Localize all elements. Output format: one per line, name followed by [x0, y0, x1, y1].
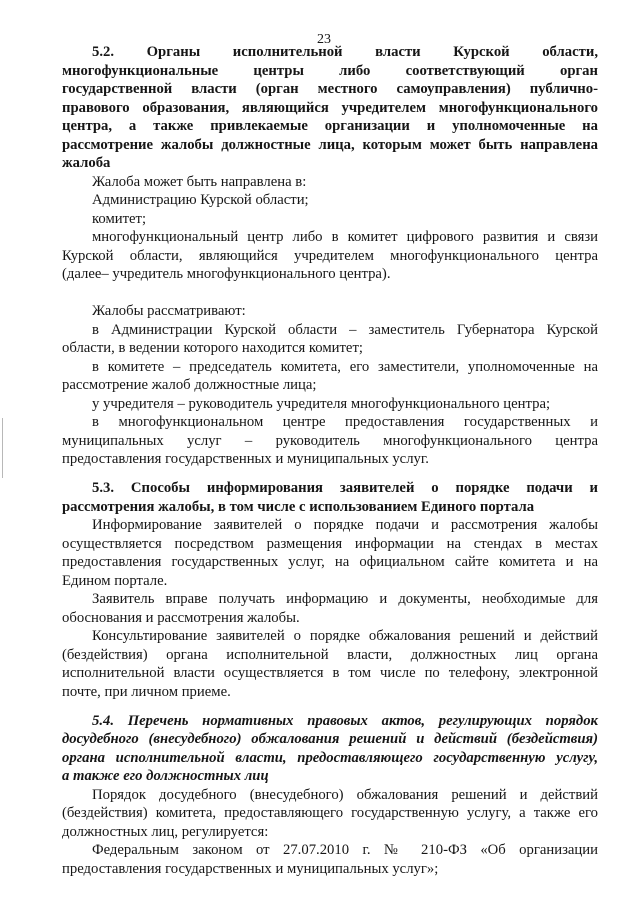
paragraph-line: Консультирование заявителей о порядке обжалования решений и действий	[92, 628, 598, 644]
paragraph-line: рассмотрение жалоб должностные лица;	[62, 377, 317, 393]
heading-line: рассмотрения жалобы, в том числе с использованием Единого портала	[62, 498, 535, 515]
paragraph	[62, 210, 598, 229]
section-5-2	[62, 43, 598, 469]
heading-line: рассмотрение жалобы должностные лица, которым может быть направлена	[62, 136, 598, 153]
paragraph	[62, 302, 598, 321]
paragraph-line: предоставления государственных и муниципальных услуг»;	[62, 860, 439, 877]
paragraph-line: в многофункциональном центре предоставления государственных и	[92, 414, 598, 430]
paragraph	[62, 841, 598, 878]
paragraph-line: Информирование заявителей о порядке подачи и рассмотрения жалобы	[92, 517, 598, 533]
paragraph-line: предоставления государственных и муниципальных услуг.	[62, 451, 429, 467]
section-5-3	[62, 479, 598, 701]
page-number: 23	[317, 32, 331, 47]
paragraph-line: в комитете – председатель комитета, его заместители, уполномоченные на	[92, 358, 598, 375]
heading-line: органа исполнительной власти, предоставляющего государственную услугу,	[62, 749, 598, 766]
heading-line: государственной власти (орган местного самоуправления) публично-	[62, 81, 598, 97]
paragraph-line: (бездействия) комитета, предоставляющего государственную услугу, а также его	[62, 805, 598, 821]
scan-edge-mark	[2, 418, 3, 478]
paragraph	[62, 228, 598, 284]
paragraph-line: (далее– учредитель многофункционального центра).	[62, 266, 391, 282]
paragraph-line: многофункциональный центр либо в комитет цифрового развития и связи	[92, 229, 598, 245]
paragraph-line: Жалоба может быть направлена в:	[92, 173, 307, 190]
heading-line: 5.3. Способы информирования заявителей о порядке подачи и	[92, 480, 598, 496]
paragraph-line: Администрацию Курской области;	[92, 192, 309, 208]
paragraph-line: Федеральным законом от 27.07.2010 г. № 210-ФЗ «Об организации	[92, 842, 598, 858]
paragraph-line: области, в ведении которого находится комитет;	[62, 340, 363, 356]
paragraph-line: у учредителя – руководитель учредителя многофункционального центра;	[92, 395, 551, 412]
paragraph-line: должностных лиц, регулируется:	[62, 823, 269, 840]
paragraph-line: Заявитель вправе получать информацию и документы, необходимые для	[92, 591, 598, 607]
heading-line: 5.2. Органы исполнительной власти Курской области,	[92, 44, 598, 60]
heading-line: правового образования, являющийся учредителем многофункционального	[62, 99, 598, 116]
paragraph	[62, 395, 598, 414]
paragraph-line: почте, при личном приеме.	[62, 683, 231, 700]
heading-line: многофункциональные центры либо соответствующий орган	[62, 62, 598, 79]
paragraph	[62, 516, 598, 590]
heading-line: досудебного (внесудебного) обжалования решений и действий (бездействия)	[62, 731, 598, 747]
paragraph-line: осуществляется посредством размещения информации на стендах в местах	[62, 535, 598, 552]
paragraph	[62, 321, 598, 358]
paragraph-line: Жалобы рассматривают:	[92, 303, 246, 319]
paragraph-line: в Администрации Курской области – заместитель Губернатора Курской	[92, 321, 598, 338]
paragraph	[62, 786, 598, 842]
paragraph	[62, 627, 598, 701]
paragraph-line: Курской области, являющийся учредителем многофункционального центра	[62, 247, 598, 264]
paragraph	[62, 173, 598, 192]
paragraph-line: предоставления государственных услуг, на официальном сайте комитета и на	[62, 554, 598, 570]
heading-line: 5.4. Перечень нормативных правовых актов, регулирующих порядок	[92, 712, 598, 729]
paragraph-line: муниципальных услуг – руководитель многофункционального центра	[62, 432, 598, 449]
heading-line: а также его должностных лиц	[62, 768, 269, 784]
section-heading	[62, 43, 598, 173]
paragraph	[62, 191, 598, 210]
section-heading	[62, 479, 598, 516]
paragraph	[62, 413, 598, 469]
paragraph-line: Едином портале.	[62, 572, 168, 589]
paragraph	[62, 358, 598, 395]
paragraph-line: (бездействия) органа исполнительной власти, должностных лиц органа	[62, 646, 598, 663]
paragraph-line: исполнительной власти осуществляется в том числе по телефону, электронной	[62, 665, 598, 681]
section-5-4	[62, 712, 598, 879]
paragraph-line: Порядок досудебного (внесудебного) обжалования решений и действий	[92, 786, 598, 803]
document-body	[62, 43, 598, 878]
paragraph-line: обоснования и рассмотрения жалобы.	[62, 609, 300, 626]
heading-line: центра, а также привлекаемые организации и уполномоченные на	[62, 118, 598, 134]
heading-line: жалоба	[62, 155, 111, 171]
paragraph	[62, 590, 598, 627]
paragraph-line: комитет;	[92, 210, 147, 227]
section-heading	[62, 712, 598, 786]
